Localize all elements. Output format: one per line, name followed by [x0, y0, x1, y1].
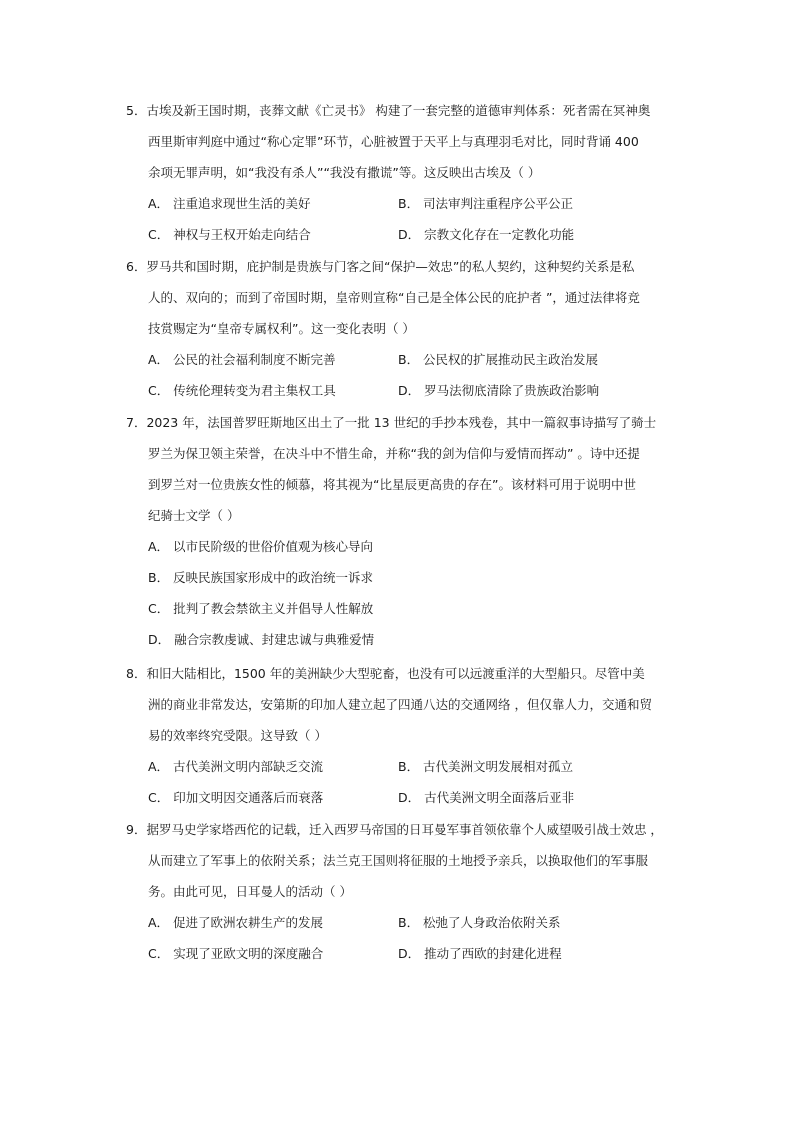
question-stem-line: 到罗兰对一位贵族女性的倾慕，将其视为“比星辰更高贵的存在”。该材料可用于说明中世	[148, 477, 636, 492]
option-d[interactable]: D． 推动了西欧的封建化进程	[398, 946, 562, 961]
question-stem-line: 8．和旧大陆相比，1500 年的美洲缺少大型驼畜，也没有可以远渡重洋的大型船只。尽管中美	[126, 666, 645, 681]
option-c[interactable]: C． 传统伦理转变为君主集权工具	[148, 383, 336, 398]
question-stem-line: 易的效率终究受限。这导致（ ）	[148, 728, 327, 743]
question-7	[126, 407, 678, 655]
question-stem-line: 7．2023 年，法国普罗旺斯地区出土了一批 13 世纪的手抄本残卷，其中一篇叙事诗描写了骑士	[126, 415, 657, 430]
option-c[interactable]: C． 神权与王权开始走向结合	[148, 227, 311, 242]
option-d[interactable]: D． 融合宗教虔诚、封建忠诚与典雅爱情	[148, 632, 375, 647]
question-stem-line: 5．古埃及新王国时期，丧葬文献《亡灵书》 构建了一套完整的道德审判体系：死者需在冥神奥	[126, 103, 651, 118]
option-d[interactable]: D． 古代美洲文明全面落后亚非	[398, 790, 575, 805]
option-c[interactable]: C． 印加文明因交通落后而衰落	[148, 790, 324, 805]
option-b[interactable]: B． 古代美洲文明发展相对孤立	[398, 759, 574, 774]
question-stem-line: 西里斯审判庭中通过“称心定罪”环节，心脏被置于天平上与真理羽毛对比，同时背诵 400	[148, 134, 639, 149]
question-5	[126, 95, 678, 250]
option-row	[126, 375, 678, 406]
option-b[interactable]: B． 司法审判注重程序公平公正	[398, 196, 574, 211]
option-row	[126, 344, 678, 375]
question-stem-line: 务。由此可见，日耳曼人的活动（ ）	[148, 884, 352, 899]
option-a[interactable]: A． 促进了欧洲农耕生产的发展	[148, 915, 324, 930]
question-6	[126, 251, 678, 406]
option-a[interactable]: A． 注重追求现世生活的美好	[148, 196, 311, 211]
option-row	[126, 188, 678, 219]
question-stem-line: 余项无罪声明，如“我没有杀人”“我没有撒谎”等。这反映出古埃及（ ）	[148, 165, 541, 180]
question-8	[126, 658, 678, 813]
option-row	[126, 751, 678, 782]
option-b[interactable]: B． 反映民族国家形成中的政治统一诉求	[148, 570, 374, 585]
question-stem-line: 人的、双向的；而到了帝国时期，皇帝则宣称“自己是全体公民的庇护者 ”，通过法律将竞	[148, 290, 640, 305]
option-b[interactable]: B． 公民权的扩展推动民主政治发展	[398, 352, 599, 367]
option-d[interactable]: D． 罗马法彻底清除了贵族政治影响	[398, 383, 600, 398]
option-c[interactable]: C． 批判了教会禁欲主义并倡导人性解放	[148, 601, 374, 616]
question-stem-line: 罗兰为保卫领主荣誉，在决斗中不惜生命，并称“我的剑为信仰与爱情而挥动” 。诗中还提	[148, 446, 640, 461]
question-9	[126, 814, 678, 969]
option-a[interactable]: A． 公民的社会福利制度不断完善	[148, 352, 336, 367]
option-row	[126, 907, 678, 938]
question-stem-line: 9．据罗马史学家塔西佗的记载，迁入西罗马帝国的日耳曼军事首领依靠个人威望吸引战士效忠 ，	[126, 822, 663, 837]
option-row	[126, 782, 678, 813]
question-stem-line: 技赏赐定为“皇帝专属权利”。这一变化表明（ ）	[148, 321, 415, 336]
option-d[interactable]: D． 宗教文化存在一定教化功能	[398, 227, 575, 242]
option-row	[126, 938, 678, 969]
option-row	[126, 219, 678, 250]
option-a[interactable]: A． 古代美洲文明内部缺乏交流	[148, 759, 324, 774]
option-a[interactable]: A． 以市民阶级的世俗价值观为核心导向	[148, 539, 374, 554]
question-stem-line: 从而建立了军事上的依附关系；法兰克王国则将征服的土地授予亲兵，以换取他们的军事服	[148, 853, 649, 868]
option-b[interactable]: B． 松弛了人身政治依附关系	[398, 915, 561, 930]
question-stem-line: 纪骑士文学（ ）	[148, 508, 240, 523]
question-stem-line: 6．罗马共和国时期，庇护制是贵族与门客之间“保护—效忠”的私人契约，这种契约关系是私	[126, 259, 635, 274]
option-c[interactable]: C． 实现了亚欧文明的深度融合	[148, 946, 324, 961]
question-stem-line: 洲的商业非常发达，安第斯的印加人建立起了四通八达的交通网络 ，但仅靠人力，交通和贸	[148, 697, 652, 712]
